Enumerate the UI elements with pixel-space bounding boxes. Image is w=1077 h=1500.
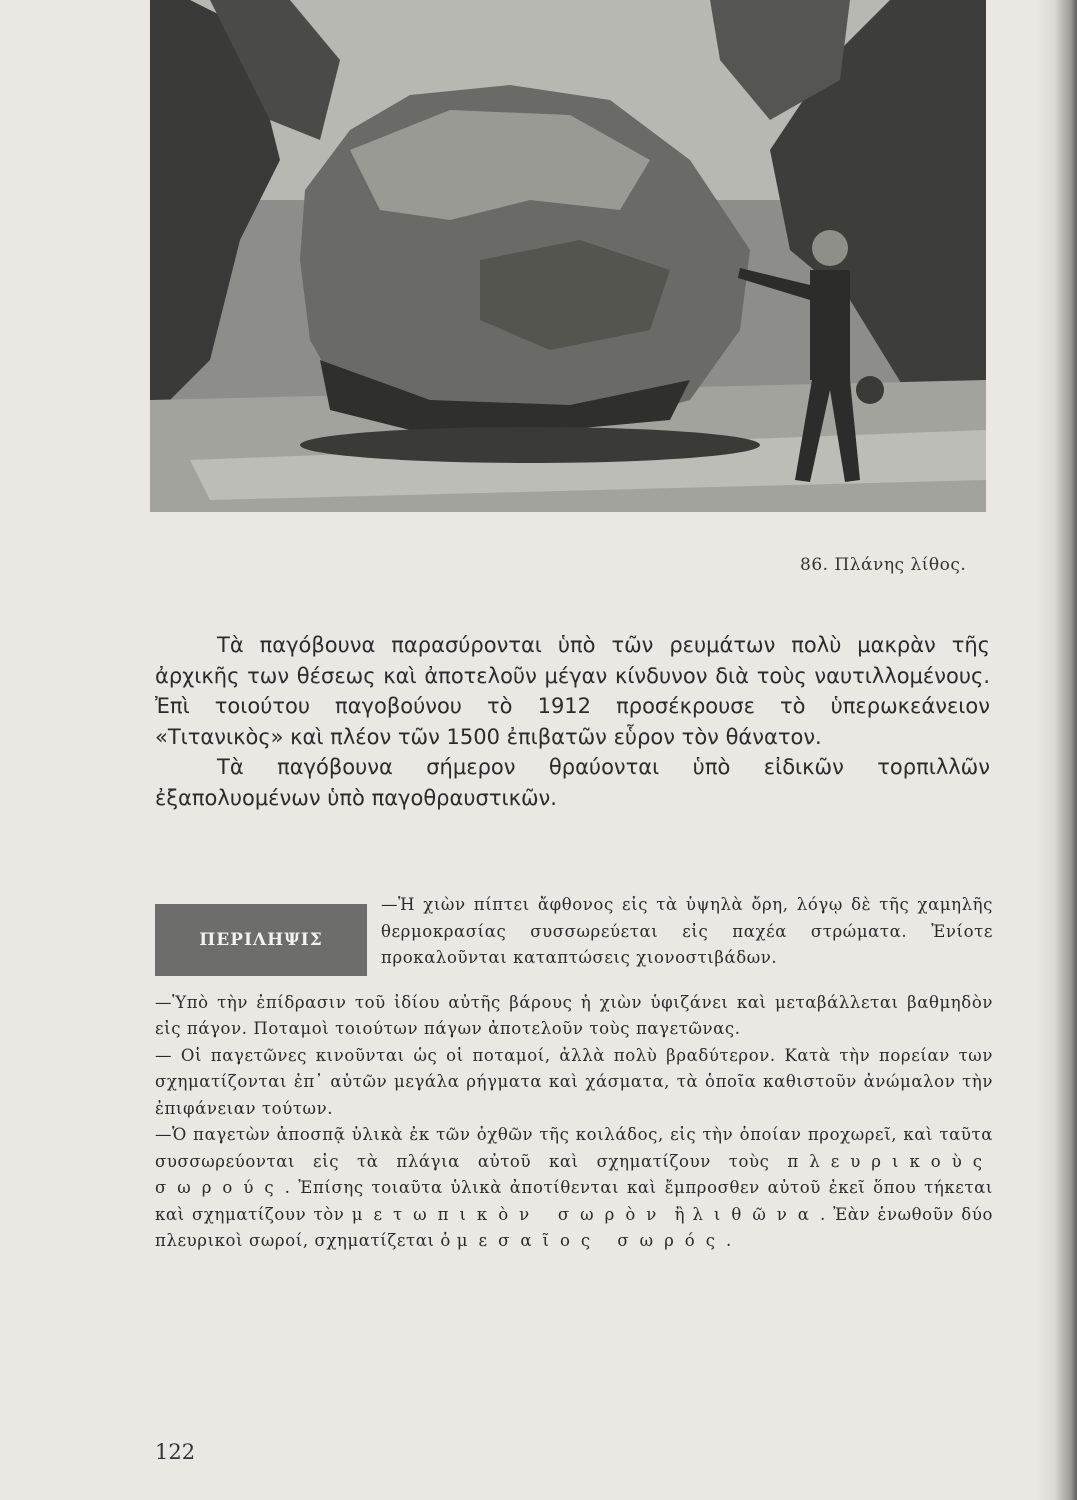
moraine-text-1: —Ὁ παγετὼν ἀποσπᾷ ὑλικὰ ἐκ τῶν ὀχθῶν τῆς κοιλάδος, εἰς τὴν ὁποίαν προχωρεῖ, καὶ ταῦτα συσσωρεύονται εἰς τὰ πλάγια αὐτοῦ καὶ σχηματίζουν τοὺς [155,1125,993,1171]
paragraph-icebergs-titanic: Τὰ παγόβουνα παρασύρονται ὑπὸ τῶν ρευμάτων πολὺ μακρὰν τῆς ἀρχικῆς των θέσεως καὶ ἀποτελοῦν μέγαν κίνδυνον διὰ τοὺς ναυτιλλομένους. Ἐπὶ τοιούτου παγοβούνου τὸ 1912 προσέκρουσε τὸ ὑπερωκεάνειον «Τιτανικὸς» καὶ πλέον τῶν 1500 ἐπιβατῶν εὗρον τὸν θάνατον. [155,633,990,749]
term-stones: λιθῶνα [692,1204,820,1224]
summary-paragraph-4 [155,1122,993,1255]
summary-paragraph-3: — Οἱ παγετῶνες κινοῦνται ὡς οἱ ποταμοί, ἀλλὰ πολὺ βραδύτερον. Κατὰ τὴν πορείαν των σχηματίζονται ἐπ᾽ αὐτῶν μεγάλα ρήγματα καὶ χάσματα, τὰ ὁποῖα καθιστοῦν ἀνώμαλον τὴν ἐπιφάνειαν τούτων. [155,1045,993,1118]
moraine-text-end: . [725,1231,732,1250]
moraine-text-3: . Ἐὰν ἑνωθοῦν δύο πλευρικοὶ σωροί, σχηματίζεται ὁ [155,1204,993,1250]
summary-paragraph-1 [155,892,993,972]
term-lateral-moraine: πλευρικοὺς σωρούς [155,1151,993,1197]
summary-section [155,892,993,1255]
boulder-photograph [150,0,986,512]
main-text [155,630,990,813]
moraine-text-or: ἢ [667,1204,693,1224]
summary-badge: ΠΕΡΙΛΗΨΙΣ [155,904,367,976]
summary-paragraph-2: —Ὑπὸ τὴν ἐπίδρασιν τοῦ ἰδίου αὐτῆς βάρους ἡ χιὼν ὑφιζάνει καὶ μεταβάλλεται βαθμηδὸν εἰς πάγον. Ποταμοὶ τοιούτων πάγων ἀποτελοῦν τοὺς παγετῶνας. [155,992,993,1038]
paragraph-icebreakers: Τὰ παγόβουνα σήμερον θραύονται ὑπὸ εἰδικῶν τορπιλλῶν ἐξαπολυομένων ὑπὸ παγοθραυστικῶν. [155,755,990,810]
summary-text-snow: —Ἡ χιὼν πίπτει ἄφθονος εἰς τὰ ὑψηλὰ ὄρη, λόγῳ δὲ τῆς χαμηλῆς θερμοκρασίας συσσωρεύεται εἰς παχέα στρώματα. Ἐνίοτε προκαλοῦνται καταπτώσεις χιονοστιβάδων. [381,895,993,967]
figure-caption: 86. Πλάνης λίθος. [800,555,967,575]
moraine-text-2: . Ἐπίσης τοιαῦτα ὑλικὰ ἀποτίθενται καὶ ἔμπροσθεν αὐτοῦ ἐκεῖ ὅπου τήκεται καὶ σχηματίζουν τὸν [155,1178,993,1224]
page-number: 122 [155,1440,196,1464]
term-terminal-moraine: μετωπικὸν σωρὸν [351,1204,668,1224]
term-medial-moraine: μεσαῖος σωρός [456,1231,726,1250]
page-binding-shadow [1037,0,1077,1500]
